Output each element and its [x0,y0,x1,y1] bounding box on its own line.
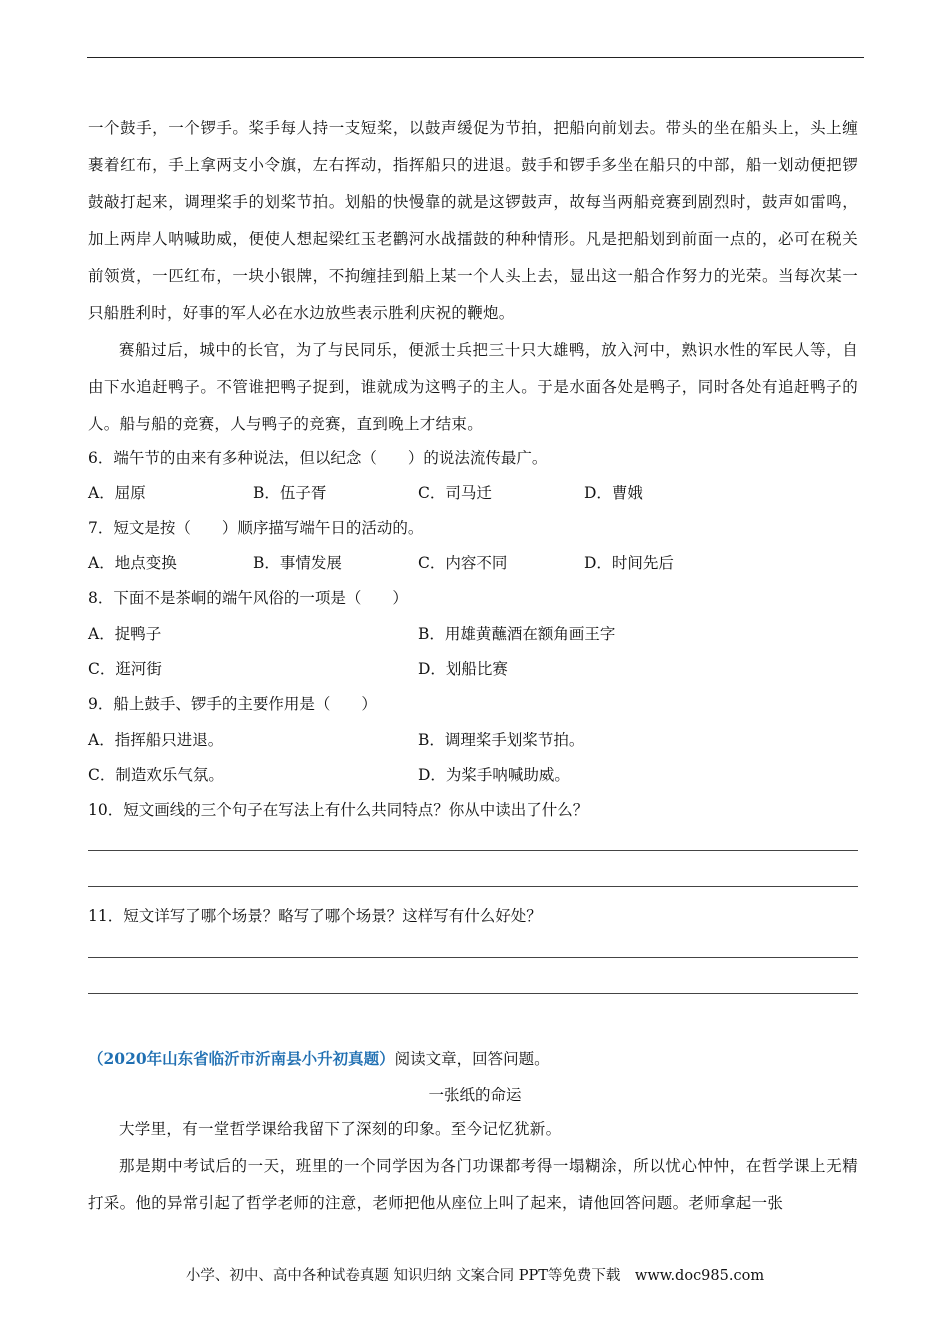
section-2-instruction: 阅读文章，回答问题。 [394,1050,550,1068]
q8-option-b: B．用雄黄蘸酒在额角画王字 [418,625,616,643]
source-citation: （2020年山东省临沂市沂南县小升初真题） [88,1049,395,1068]
q11-answer-line-1[interactable] [88,957,858,958]
q8-option-c: C．逛河街 [88,660,162,678]
q7-option-d: D．时间先后 [584,554,674,572]
q10-answer-line-1[interactable] [88,850,858,851]
question-9: 9．船上鼓手、锣手的主要作用是（ ） [88,695,377,713]
q9-option-c: C．制造欢乐气氛。 [88,766,224,784]
q8-option-d: D．划船比赛 [418,660,508,678]
q6-option-a: A．屈原 [88,484,146,502]
q7-option-a: A．地点变换 [88,554,177,572]
q9-option-a: A．指挥船只进退。 [88,731,224,749]
question-6: 6．端午节的由来有多种说法，但以纪念（ ）的说法流传最广。 [88,449,548,467]
q10-answer-line-2[interactable] [88,886,858,887]
passage-paragraph-2: 赛船过后，城中的长官，为了与民同乐，便派士兵把三十只大雄鸭，放入河中，熟识水性的军民人等，自由下水追赶鸭子。不管谁把鸭子捉到，谁就成为这鸭子的主人。于是水面各处是鸭子，同时各处有追赶鸭子的人。船与船的竞赛，人与鸭子的竞赛，直到晚上才结束。 [88,341,858,433]
q8-option-a: A．捉鸭子 [88,625,162,643]
article-paragraph-2: 那是期中考试后的一天，班里的一个同学因为各门功课都考得一塌糊涂，所以忧心忡忡，在哲学课上无精打采。他的异常引起了哲学老师的注意，老师把他从座位上叫了起来，请他回答问题。老师拿起一张 [88,1157,858,1212]
article-paragraph-1: 大学里，有一堂哲学课给我留下了深刻的印象。至今记忆犹新。 [119,1120,562,1138]
article-title: 一张纸的命运 [428,1086,522,1104]
q7-option-b: B．事情发展 [253,554,342,572]
q6-option-d: D．曹娥 [584,484,643,502]
question-8: 8．下面不是茶峒的端午风俗的一项是（ ） [88,589,408,607]
q6-option-c: C．司马迁 [418,484,492,502]
question-11: 11．短文详写了哪个场景？略写了哪个场景？这样写有什么好处？ [88,907,542,925]
q6-option-b: B．伍子胥 [253,484,327,502]
q7-option-c: C．内容不同 [418,554,508,572]
question-10: 10．短文画线的三个句子在写法上有什么共同特点？你从中读出了什么？ [88,801,589,819]
header-rule [87,57,864,58]
q11-answer-line-2[interactable] [88,993,858,994]
passage-paragraph-1: 一个鼓手，一个锣手。桨手每人持一支短桨，以鼓声缓促为节拍，把船向前划去。带头的坐在船头上，头上缠裹着红布，手上拿两支小令旗，左右挥动，指挥船只的进退。鼓手和锣手多坐在船只的中部，船一划动便把锣鼓敲打起来，调理桨手的划桨节拍。划船的快慢靠的就是这锣鼓声，故每当两船竞赛到剧烈时，鼓声如雷鸣，加上两岸人呐喊助威，便使人想起梁红玉老鹳河水战擂鼓的种种情形。凡是把船划到前面一点的，必可在税关前领赏，一匹红布，一块小银牌，不拘缠挂到船上某一个人头上去，显出这一船合作努力的光荣。当每次某一只船胜利时，好事的军人必在水边放些表示胜利庆祝的鞭炮。 [88,119,858,322]
page-footer: 小学、初中、高中各种试卷真题 知识归纳 文案合同 PPT等免费下载 www.doc985.com [185,1268,765,1284]
q9-option-b: B．调理桨手划桨节拍。 [418,731,585,749]
question-7: 7．短文是按（ ）顺序描写端午日的活动的。 [88,519,424,537]
section-2-heading [88,1048,550,1070]
q9-option-d: D．为桨手呐喊助威。 [418,766,570,784]
